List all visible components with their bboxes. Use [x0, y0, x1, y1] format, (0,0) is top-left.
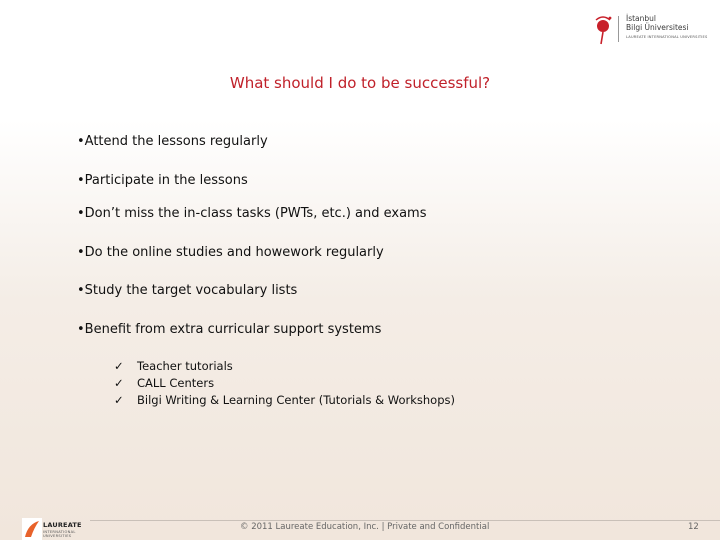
laureate-logo-name: LAUREATE	[43, 521, 82, 529]
bullet-item: •Participate in the lessons	[77, 173, 248, 188]
sub-list-item	[114, 393, 455, 407]
sub-list-item	[114, 359, 233, 373]
logo-line-1: İstanbul	[626, 14, 657, 23]
bullet-item: •Don’t miss the in-class tasks (PWTs, etc.) and exams	[77, 206, 427, 221]
logo-line-3: LAUREATE INTERNATIONAL UNIVERSITIES	[626, 35, 708, 39]
footer-divider	[90, 520, 720, 521]
bilgi-university-logo	[590, 12, 706, 46]
bullet-item: •Benefit from extra curricular support systems	[77, 322, 382, 337]
checkmark-icon: ✓	[114, 393, 124, 407]
sub-list-item-label: Teacher tutorials	[137, 359, 233, 373]
checkmark-icon: ✓	[114, 376, 124, 390]
laureate-logo-subtitle: INTERNATIONAL UNIVERSITIES	[43, 530, 76, 538]
sub-list-item-label: Bilgi Writing & Learning Center (Tutorials & Workshops)	[137, 393, 455, 407]
logo-line-2: Bilgi Üniversitesi	[626, 23, 689, 32]
slide-title: What should I do to be successful?	[229, 74, 491, 92]
logo-divider	[618, 16, 619, 42]
laureate-logo	[22, 518, 92, 540]
page-number: 12	[688, 522, 699, 532]
checkmark-icon: ✓	[114, 359, 124, 373]
sub-list-item	[114, 376, 214, 390]
laureate-leaf-icon	[22, 518, 42, 540]
bullet-item: •Attend the lessons regularly	[77, 134, 268, 149]
bullet-item: •Study the target vocabulary lists	[77, 283, 298, 298]
university-emblem-icon	[590, 12, 618, 46]
sub-list-item-label: CALL Centers	[137, 376, 215, 390]
bullet-item: •Do the online studies and howework regularly	[77, 245, 384, 260]
footer-copyright: © 2011 Laureate Education, Inc. | Private and Confidential	[240, 522, 490, 532]
